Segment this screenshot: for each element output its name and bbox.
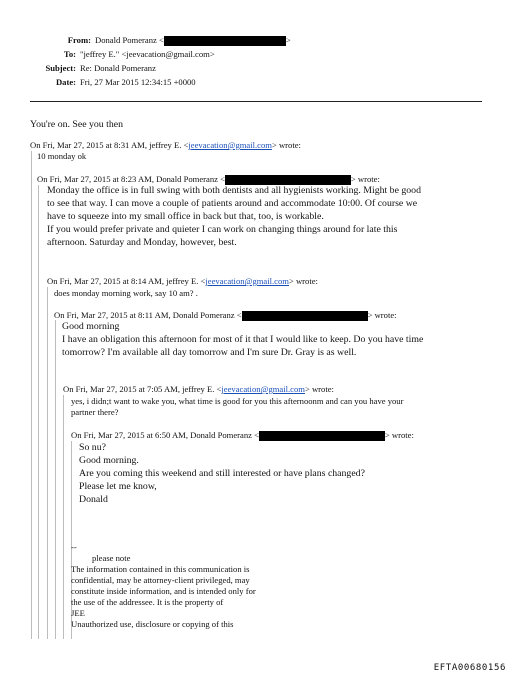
reply-text: You're on. See you then — [30, 119, 124, 130]
header-divider — [30, 101, 482, 102]
to-value: "jeffrey E." <jeevacation@gmail.com> — [80, 49, 215, 59]
quote-attribution: On Fri, Mar 27, 2015 at 8:11 AM, Donald Pomeranz < > wrote: — [54, 310, 397, 320]
quote-line: Are you coming this weekend and still interested or have plans changed? — [79, 468, 365, 479]
quote-attribution: On Fri, Mar 27, 2015 at 8:31 AM, jeffrey E. <jeevacation@gmail.com> wrote: — [30, 140, 301, 150]
from-close: > — [285, 35, 291, 45]
quote-line: afternoon. Saturday and Monday, however, best. — [47, 237, 237, 248]
quote-line: Please let me know, — [79, 481, 157, 492]
to-label: To: — [63, 49, 76, 59]
quote-line: Donald — [79, 494, 108, 505]
signature-line: Unauthorized use, disclosure or copying of this — [71, 619, 234, 629]
quote-attribution: On Fri, Mar 27, 2015 at 6:50 AM, Donald Pomeranz < > wrote: — [71, 430, 414, 440]
from-name: Donald Pomeranz < — [95, 35, 164, 45]
quote-line: So nu? — [79, 442, 106, 453]
signature-line: confidential, may be attorney-client privileged, may — [71, 575, 250, 585]
quote-line: yes, i didn;t want to wake you, what time is good for you this afternoonm and can you have your — [71, 396, 404, 406]
signature-line: the use of the addressee. It is the property of — [71, 597, 224, 607]
redaction-bar — [225, 175, 351, 185]
quote-line: tomorrow? I'm available all day tomorrow and I'm sure Dr. Gray is as well. — [62, 347, 357, 358]
from-label: From: — [67, 35, 91, 45]
quote-attribution: On Fri, Mar 27, 2015 at 8:14 AM, jeffrey E. <jeevacation@gmail.com> wrote: — [47, 276, 318, 286]
quote-line: Good morning — [62, 321, 120, 332]
quote-attribution: On Fri, Mar 27, 2015 at 8:23 AM, Donald Pomeranz < > wrote: — [37, 174, 380, 184]
document-id: EFTA00680156 — [433, 663, 506, 673]
email-link[interactable]: jeevacation@gmail.com — [221, 384, 305, 394]
quote-line: Good morning. — [79, 455, 139, 466]
quote-line: If you would prefer private and quieter I can work on changing things around for late this — [47, 224, 398, 235]
quote-bar — [38, 185, 39, 639]
email-link[interactable]: jeevacation@gmail.com — [188, 140, 272, 150]
quote-line: have to squeeze into my small office in back but that, too, is workable. — [47, 211, 324, 222]
quote-line: I have an obligation this afternoon for most of it that I would like to keep. Do you have time — [62, 334, 424, 345]
redaction-bar — [242, 311, 368, 321]
quote-body: 10 monday ok — [37, 151, 87, 161]
date-label: Date: — [55, 77, 76, 87]
signature-dashes: -- — [71, 542, 77, 552]
quote-line: to see that way. I can move a couple of patients around and accommodate 10:00. Of course we — [47, 198, 418, 209]
quote-attribution: On Fri, Mar 27, 2015 at 7:05 AM, jeffrey E. <jeevacation@gmail.com> wrote: — [63, 384, 334, 394]
redaction-bar — [164, 36, 286, 46]
quote-line: Monday the office is in full swing with both dentists and all hygienists working. Might be good — [47, 185, 421, 196]
redaction-bar — [259, 431, 385, 441]
signature-line: constitute inside information, and is intended only for — [71, 586, 256, 596]
signature-line: JEE — [71, 608, 85, 618]
quote-bar — [31, 151, 32, 639]
date-value: Fri, 27 Mar 2015 12:34:15 +0000 — [80, 77, 196, 87]
quote-line: partner there? — [71, 407, 119, 417]
quote-bar — [55, 320, 56, 639]
quote-body: does monday morning work, say 10 am? . — [54, 288, 198, 298]
subject-value: Re: Donald Pomeranz — [80, 63, 156, 73]
quote-bar — [63, 395, 64, 639]
signature-line: please note — [92, 553, 131, 563]
signature-line: The information contained in this communication is — [71, 564, 250, 574]
quote-bar — [47, 287, 48, 639]
subject-label: Subject: — [45, 63, 76, 73]
from-value — [95, 35, 291, 46]
email-link[interactable]: jeevacation@gmail.com — [205, 276, 289, 286]
